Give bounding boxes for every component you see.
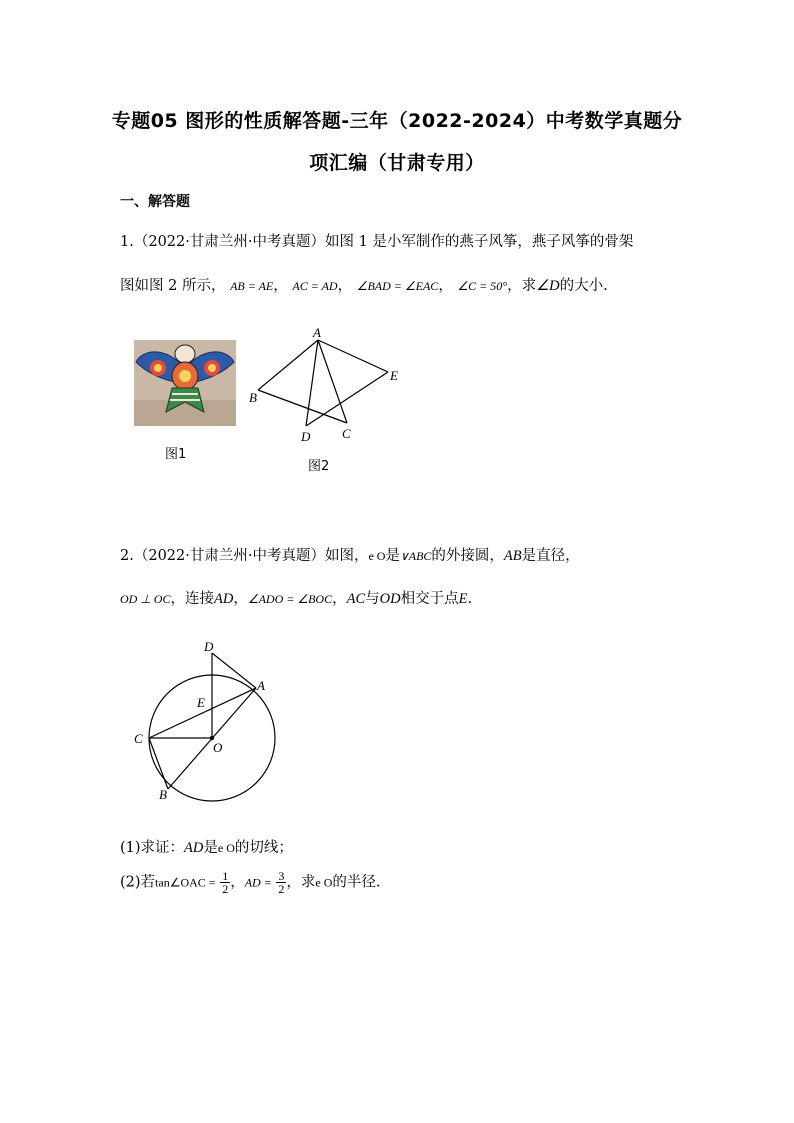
q2-ab: AB	[503, 548, 522, 564]
q2-text-a: 如图，	[324, 548, 369, 564]
q1-line1	[120, 230, 633, 251]
figure-2-diagram	[244, 322, 414, 452]
q2-text-d: 是直径，	[521, 548, 580, 564]
label-b: B	[159, 787, 167, 802]
q2-text-g: ，	[332, 591, 347, 607]
label-e: E	[390, 368, 398, 383]
q2-ad: AD	[213, 591, 234, 607]
label-c: C	[134, 731, 143, 746]
q1-number: 1.	[120, 234, 134, 250]
q2-text-j: .	[467, 591, 473, 607]
q2-part2-mid: ，求	[286, 874, 316, 891]
fig1-caption: 图1	[165, 447, 187, 462]
q2-part1-suffix: 的切线；	[234, 840, 293, 856]
label-a: A	[313, 325, 321, 340]
q2-line1	[120, 544, 580, 565]
q2-part2-tan: tan∠OAC =	[155, 875, 216, 890]
frac-num: 3	[278, 869, 285, 883]
section-heading: 一、解答题	[120, 194, 190, 210]
frac-den: 2	[222, 882, 229, 896]
q2-part1-circle: e O	[217, 841, 235, 855]
q2-part1-mid: 是	[203, 840, 218, 856]
frac-num: 1	[222, 869, 229, 883]
label-b: B	[249, 390, 257, 405]
page-title: 专题05 图形的性质解答题-三年（2022-2024）中考数学真题分	[111, 110, 683, 132]
q1-text-b: 图如图 2 所示，	[120, 278, 226, 294]
q2-od: OD	[379, 591, 401, 607]
q2-part2-suffix: 的半径.	[332, 874, 381, 891]
q2-cond-perp: OD ⊥ OC	[120, 592, 171, 606]
q2-source: （2022·甘肃兰州·中考真题）	[133, 548, 325, 564]
q2-line2	[120, 587, 472, 608]
q2-part2-ad: AD =	[244, 875, 272, 890]
q1-cond-angles: ∠BAD = ∠EAC	[356, 279, 439, 293]
circle-diagram	[130, 636, 290, 806]
q1-ask-angle: ∠D	[536, 278, 560, 294]
q2-point-e: E	[458, 591, 468, 607]
q2-part2-circle: e O	[315, 875, 333, 890]
q2-ac: AC	[346, 591, 366, 607]
label-o: O	[213, 740, 223, 755]
label-c: C	[342, 426, 351, 441]
q1-ask-suffix: 的大小.	[559, 278, 608, 294]
q1-text: 如图 1 是小军制作的燕子风筝，燕子风筝的骨架	[324, 234, 634, 250]
q1-line2: 图如图 2 所示， AB = AE， AC = AD， ∠BAD = ∠EAC， ∠C = 50°，求∠D的大小.	[120, 278, 608, 294]
q1-cond-ab-ae: AB = AE	[230, 279, 274, 293]
q2-text-i: 相交于点	[400, 591, 459, 607]
q2-part2-prefix: (2)若	[120, 874, 156, 891]
fraction-three-halves	[276, 870, 286, 895]
label-d: D	[204, 639, 214, 654]
q2-cond-angles: ∠ADO = ∠BOC	[247, 592, 333, 606]
q1-source: （2022·甘肃兰州·中考真题）	[133, 234, 325, 250]
q1-cond-angle-c: ∠C = 50°	[457, 279, 508, 293]
kite-photo	[134, 340, 236, 426]
q2-number: 2.	[120, 548, 134, 564]
page-title-line2: 项汇编（甘肃专用）	[309, 152, 485, 174]
q1-ask-prefix: ，求	[507, 278, 537, 294]
q2-text-e: ，连接	[170, 591, 214, 607]
q1-cond-ac-ad: AC = AD	[292, 279, 338, 293]
q2-text-b: 是	[385, 548, 400, 564]
fig2-caption: 图2	[308, 459, 330, 474]
q2-text-c: 的外接圆，	[431, 548, 504, 564]
frac-den: 2	[278, 882, 285, 896]
q2-part1-prefix: (1)求证：	[120, 840, 185, 856]
q2-part2-comma: ，	[230, 874, 245, 891]
q2-part2	[120, 870, 381, 895]
q2-text-f: ，	[233, 591, 248, 607]
q2-triangle: ∨ABC	[399, 549, 432, 563]
q2-part1-ad: AD	[184, 840, 204, 856]
q2-circle-o: e O	[368, 549, 386, 563]
label-d: D	[301, 429, 311, 444]
label-a: A	[257, 678, 265, 693]
label-e: E	[197, 695, 205, 710]
fraction-one-half	[220, 870, 230, 895]
q2-text-h: 与	[365, 591, 380, 607]
q2-part1	[120, 836, 293, 857]
